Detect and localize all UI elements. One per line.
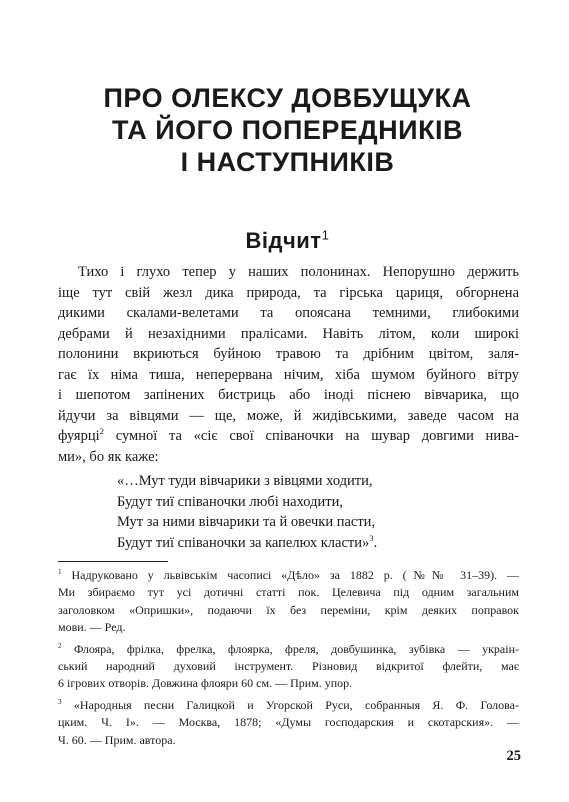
footnote-line: цким. Ч. І». — Москва, 1878; «Думы господарския и скотарския». — <box>58 715 519 730</box>
section-title <box>60 227 515 255</box>
verse-line: Будут тиї співаночки любі находити, <box>117 493 343 510</box>
paragraph-text: сумної та «сіє свої співаночки на шувар довгими нива- <box>103 428 519 444</box>
footnote-line: мови. — Ред. <box>58 620 126 635</box>
chapter-title <box>60 82 515 178</box>
verse-line: Мут за ними вівчарики та й овечки пасти, <box>117 514 376 530</box>
footnote-number: 3 <box>58 697 62 706</box>
footnote-line: Ч. 60. — Прим. автора. <box>58 732 176 747</box>
paragraph-text: фуярці <box>58 428 100 444</box>
footnote-1 <box>58 567 519 637</box>
chapter-title-line-3: І НАСТУПНИКІВ <box>180 147 395 177</box>
chapter-title-line-2: ТА ЙОГО ПОПЕРЕДНИКІВ <box>111 115 464 145</box>
verse-line: «…Мут туди вівчарики з вівцями ходити, <box>117 473 373 489</box>
footnote-line: заголовком «Опришки», подаючи їх без переміни, крім деяких поправок <box>58 602 519 617</box>
chapter-title-line-1: ПРО ОЛЕКСУ ДОВБУЩУКА <box>103 83 472 113</box>
paragraph-line: дебрами й незахідними пралісами. Навіть літом, коли широкі <box>58 325 519 342</box>
paragraph-line: Тихо і глухо тепер у наших полонинах. Непорушно держить <box>78 264 519 280</box>
footnote-line: Ми збираємо тут усі дотичні статті пок. Целевича під одним загальним <box>58 585 519 600</box>
body-paragraph <box>58 262 519 467</box>
footnote-line <box>58 641 519 658</box>
footnote-2 <box>58 641 519 693</box>
paragraph-line: йдучи за вівцями — ще, може, й жидівськими, заведе часом на <box>58 407 519 424</box>
paragraph-line <box>58 426 519 447</box>
verse-line <box>117 533 377 554</box>
footnote-number: 1 <box>58 568 62 576</box>
paragraph-line: іще тут свій жезл дика природа, та гірська цариця, обгорнена <box>58 284 519 301</box>
section-title-text: Відчит <box>245 228 322 253</box>
footnote-line: ський народний духовий інструмент. Різновид відкритої флейти, має <box>58 658 519 673</box>
paragraph-line: полонини вкриються буйною травою та дрібним цвітом, заля- <box>58 346 519 362</box>
verse-end: . <box>373 534 378 551</box>
footnote-3 <box>58 697 519 749</box>
footnote-text: «Народныя песни Галицкой и Угорской Руси, собранныя Я. Ф. Голова- <box>61 697 519 712</box>
verse-quote <box>117 471 377 553</box>
footnote-line: 6 ігрових отворів. Довжина флояри 60 см. — Прим. упор. <box>58 676 353 691</box>
footnote-text: Надруковано у львівськім часописі «Дѣло» за 1882 р. (№№ 31–39). — <box>61 568 519 582</box>
verse-text: Будут тиї співаночки за капелюх класти» <box>117 534 370 551</box>
footnote-text: Флояра, фрілка, фрелка, флоярка, фреля, довбушинка, зубівка — украін- <box>61 641 519 656</box>
paragraph-line: і шепотом запінених бистриць або іноді піснею вівчарика, що <box>58 387 519 403</box>
page-number: 25 <box>506 748 521 764</box>
footnote-line <box>58 567 519 584</box>
footnotes <box>58 567 519 753</box>
footnote-divider <box>58 561 168 562</box>
footnote-mark-3: 3 <box>369 532 374 543</box>
footnote-mark-1: 1 <box>321 227 330 243</box>
footnote-mark-2: 2 <box>99 426 104 437</box>
footnote-line <box>58 697 519 714</box>
paragraph-line: дикими скалами-велетами та опоясана темними, глибокими <box>58 305 519 321</box>
paragraph-line: гає їх німа тиша, неперервана нічим, хіба шумом буйного вітру <box>58 366 519 383</box>
footnote-number: 2 <box>58 641 62 650</box>
paragraph-line: ми», бо як каже: <box>58 448 159 465</box>
